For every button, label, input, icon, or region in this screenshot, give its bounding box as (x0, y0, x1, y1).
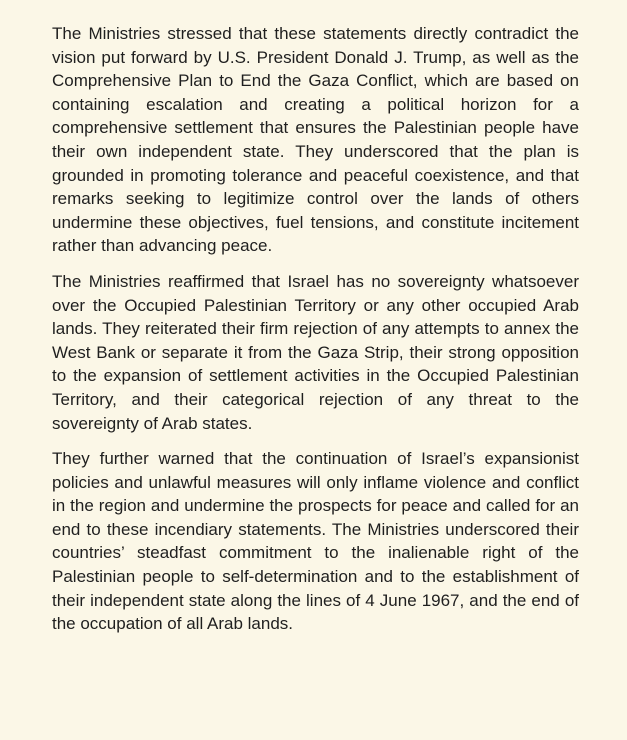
paragraph-1: The Ministries stressed that these statements directly contradict the vision put forward by U.S. President Donald J. Trump, as well as the Comprehensive Plan to End the Gaza Conflict, which are based on containing escalation and creating a political horizon for a comprehensive settlement that ensures the Palestinian people have their own independent state. They underscored that the plan is grounded in promoting tolerance and peaceful coexistence, and that remarks seeking to legitimize control over the lands of others undermine these objectives, fuel tensions, and constitute incitement rather than advancing peace. (52, 24, 579, 256)
paragraph-3: They further warned that the continuation of Israel’s expansionist policies and unlawful measures will only inflame violence and conflict in the region and undermine the prospects for peace and called for an end to these incendiary statements. The Ministries underscored their countries’ steadfast commitment to the inalienable right of the Palestinian people to self-determination and to the establishment of their independent state along the lines of 4 June 1967, and the end of the occupation of all Arab lands. (52, 449, 579, 634)
paragraph-2: The Ministries reaffirmed that Israel has no sovereignty whatsoever over the Occupied Palestinian Territory or any other occupied Arab lands. They reiterated their firm rejection of any attempts to annex the West Bank or separate it from the Gaza Strip, their strong opposition to the expansion of settlement activities in the Occupied Palestinian Territory, and their categorical rejection of any threat to the sovereignty of Arab states. (52, 271, 579, 433)
